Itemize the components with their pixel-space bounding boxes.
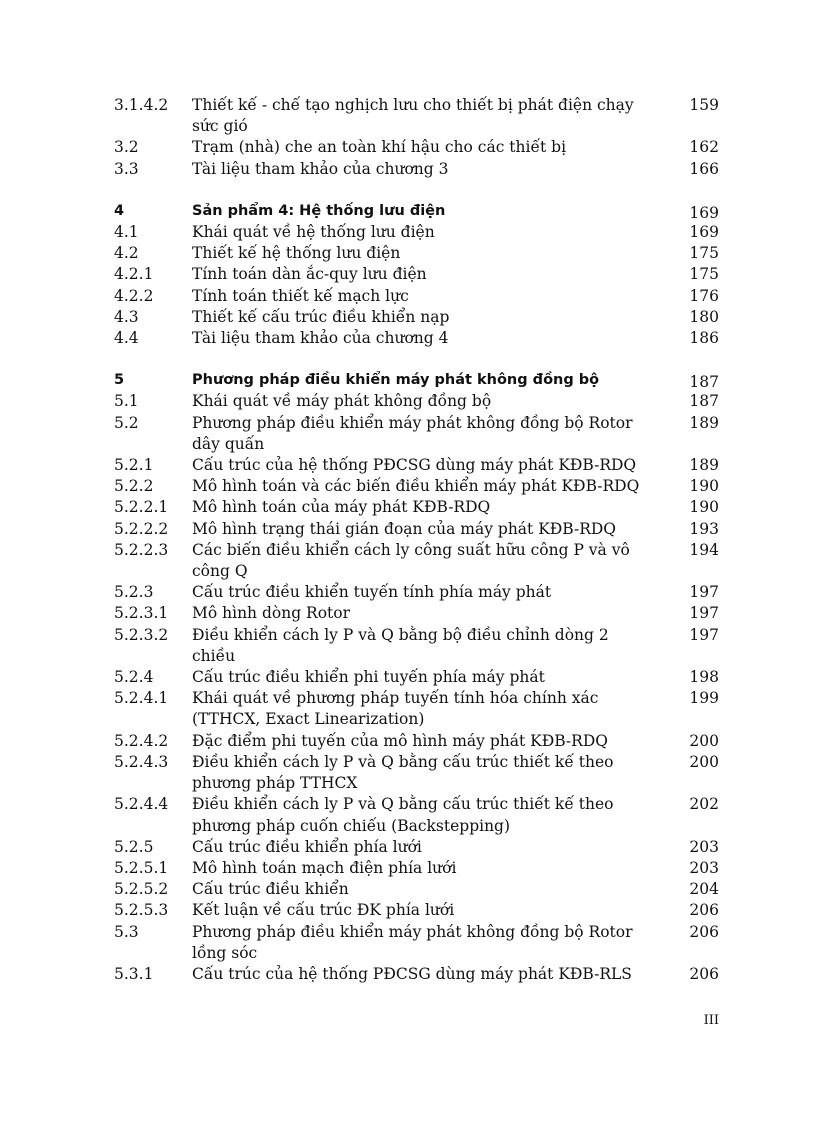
toc-entry [0, 752, 816, 794]
toc-entry [0, 688, 816, 730]
toc-entry-number: 5.2.3.2 [114, 625, 169, 644]
toc-entry [0, 286, 816, 307]
toc-entry-page: 189 [689, 456, 719, 475]
toc-entry [0, 964, 816, 985]
toc-entry-number: 5.2.3.1 [114, 604, 169, 623]
toc-entry-number: 5.2.5.3 [114, 901, 169, 920]
toc-entry [0, 476, 816, 497]
toc-entry-page: 169 [689, 203, 719, 222]
toc-entry-page: 199 [689, 689, 719, 708]
toc-entry [0, 603, 816, 624]
toc-entry-title: Cấu trúc điều khiển tuyến tính phía máy phát [192, 583, 552, 602]
toc-entry-page: 176 [689, 286, 719, 305]
toc-entry-number: 5.2 [114, 413, 139, 432]
toc-entry-page: 204 [689, 880, 719, 899]
toc-entry-page: 190 [689, 498, 719, 517]
toc-entry-number: 5.2.2.2 [114, 519, 169, 538]
toc-entry-number: 5.3.1 [114, 964, 154, 983]
toc-entry [0, 794, 816, 836]
toc-entry-page: 206 [689, 964, 719, 983]
toc-entry-page: 197 [689, 625, 719, 644]
toc-entry-page: 200 [689, 752, 719, 771]
toc-chapter-entry [0, 370, 816, 391]
toc-entry-title: Điều khiển cách ly P và Q bằng cấu trúc thiết kế theo phương pháp cuốn chiếu (Backstepping) [192, 795, 614, 835]
toc-entry [0, 497, 816, 518]
table-of-contents [0, 95, 816, 985]
toc-entry-number: 5.2.5.1 [114, 858, 169, 877]
toc-entry-number: 5.1 [114, 392, 139, 411]
toc-entry [0, 837, 816, 858]
toc-entry [0, 391, 816, 412]
toc-entry-title: Mô hình dòng Rotor [192, 604, 351, 623]
toc-entry-title: Phương pháp điều khiển máy phát không đồng bộ Rotor lồng sóc [192, 922, 633, 962]
toc-entry-title: Mô hình toán mạch điện phía lưới [192, 858, 457, 877]
toc-entry-page: 194 [689, 540, 719, 559]
toc-entry-title: Mô hình toán của máy phát KĐB-RDQ [192, 498, 491, 517]
toc-entry-title: Thiết kế - chế tạo nghịch lưu cho thiết bị phát điện chạy sức gió [192, 96, 634, 136]
toc-entry [0, 731, 816, 752]
toc-entry-page: 162 [689, 138, 719, 157]
toc-entry-number: 3.3 [114, 159, 139, 178]
toc-entry-number: 5.2.1 [114, 456, 154, 475]
toc-entry-page: 200 [689, 731, 719, 750]
toc-entry-number: 3.1.4.2 [114, 96, 169, 114]
toc-entry-title: Phương pháp điều khiển máy phát không đồng bộ [192, 372, 600, 389]
toc-entry-page: 175 [689, 265, 719, 284]
toc-entry-page: 169 [689, 223, 719, 242]
toc-entry-page: 197 [689, 583, 719, 602]
toc-entry-number: 5.2.4.4 [114, 795, 169, 814]
toc-entry-number: 4.2.1 [114, 265, 154, 284]
toc-entry [0, 413, 816, 455]
toc-entry-title: Cấu trúc của hệ thống PĐCSG dùng máy phát KĐB-RLS [192, 964, 632, 983]
toc-entry-number: 5.2.2 [114, 477, 154, 496]
toc-entry-page: 198 [689, 668, 719, 687]
toc-entry [0, 243, 816, 264]
toc-entry-page: 193 [689, 519, 719, 538]
toc-entry-title: Khái quát về hệ thống lưu điện [192, 223, 435, 242]
toc-entry-title: Tài liệu tham khảo của chương 3 [192, 159, 449, 178]
toc-entry-title: Các biến điều khiển cách ly công suất hữu công P và vô công Q [192, 540, 630, 581]
toc-entry-title: Tính toán thiết kế mạch lực [192, 286, 409, 305]
toc-entry-title: Sản phẩm 4: Hệ thống lưu điện [192, 202, 446, 219]
toc-entry-page: 206 [689, 922, 719, 941]
toc-entry-number: 4.3 [114, 307, 139, 326]
toc-entry-number: 4.2 [114, 244, 139, 263]
page-number: III [703, 1013, 719, 1028]
toc-entry-title: Mô hình trạng thái gián đoạn của máy phát KĐB-RDQ [192, 519, 617, 538]
toc-entry [0, 455, 816, 476]
toc-entry-page: 202 [689, 795, 719, 814]
toc-entry-page: 186 [689, 329, 719, 348]
toc-entry-number: 4 [114, 202, 125, 219]
toc-entry [0, 159, 816, 180]
toc-entry-title: Điều khiển cách ly P và Q bằng bộ điều chỉnh dòng 2 chiều [192, 625, 609, 665]
toc-entry-number: 4.2.2 [114, 286, 154, 305]
toc-entry [0, 222, 816, 243]
toc-entry-number: 4.1 [114, 223, 139, 242]
toc-entry-title: Cấu trúc điều khiển phía lưới [192, 837, 422, 856]
toc-entry [0, 625, 816, 667]
toc-entry [0, 879, 816, 900]
toc-entry-title: Kết luận về cấu trúc ĐK phía lưới [192, 901, 455, 920]
toc-entry-number: 5.2.2.3 [114, 540, 169, 559]
toc-entry-title: Cấu trúc điều khiển phi tuyến phía máy phát [192, 668, 545, 687]
toc-entry-number: 5.2.4.2 [114, 731, 169, 750]
toc-entry [0, 900, 816, 921]
toc-entry-title: Thiết kế cấu trúc điều khiển nạp [192, 307, 450, 326]
toc-entry [0, 307, 816, 328]
toc-entry-page: 197 [689, 604, 719, 623]
toc-entry-title: Tài liệu tham khảo của chương 4 [192, 329, 449, 348]
toc-entry-number: 5.3 [114, 922, 139, 941]
toc-entry-number: 5.2.5 [114, 837, 154, 856]
toc-entry-page: 203 [689, 858, 719, 877]
toc-entry-page: 203 [689, 837, 719, 856]
toc-entry-page: 189 [689, 413, 719, 432]
toc-entry-title: Khái quát về phương pháp tuyến tính hóa chính xác (TTHCX, Exact Linearization) [192, 689, 599, 729]
toc-entry-title: Điều khiển cách ly P và Q bằng cấu trúc thiết kế theo phương pháp TTHCX [192, 752, 614, 793]
toc-entry [0, 582, 816, 603]
toc-entry-number: 5.2.5.2 [114, 880, 169, 899]
toc-entry-page: 180 [689, 307, 719, 326]
toc-entry-page: 206 [689, 901, 719, 920]
toc-entry-page: 187 [689, 373, 719, 392]
toc-entry [0, 922, 816, 964]
toc-entry [0, 540, 816, 582]
toc-entry [0, 519, 816, 540]
toc-entry [0, 667, 816, 688]
toc-entry-page: 159 [689, 96, 719, 114]
toc-entry-number: 3.2 [114, 138, 139, 157]
toc-entry [0, 858, 816, 879]
toc-entry-title: Mô hình toán và các biến điều khiển máy phát KĐB-RDQ [192, 477, 640, 496]
toc-entry-page: 190 [689, 477, 719, 496]
toc-entry [0, 137, 816, 158]
toc-entry-page: 175 [689, 244, 719, 263]
toc-entry-page: 166 [689, 159, 719, 178]
toc-entry-number: 5.2.3 [114, 583, 154, 602]
toc-entry-number: 5.2.4 [114, 668, 154, 687]
toc-entry-number: 5.2.4.3 [114, 752, 169, 771]
toc-entry-number: 4.4 [114, 329, 139, 348]
toc-entry-title: Phương pháp điều khiển máy phát không đồng bộ Rotor dây quấn [192, 413, 633, 453]
toc-entry-number: 5 [114, 372, 125, 389]
toc-entry-title: Thiết kế hệ thống lưu điện [192, 244, 401, 263]
toc-entry-title: Cấu trúc của hệ thống PĐCSG dùng máy phát KĐB-RDQ [192, 456, 637, 475]
toc-entry-title: Cấu trúc điều khiển [192, 880, 349, 899]
toc-entry-title: Khái quát về máy phát không đồng bộ [192, 392, 492, 411]
toc-entry [0, 95, 816, 137]
toc-entry-page: 187 [689, 392, 719, 411]
toc-entry [0, 328, 816, 349]
toc-entry-number: 5.2.4.1 [114, 689, 169, 708]
toc-chapter-entry [0, 201, 816, 222]
toc-entry-title: Trạm (nhà) che an toàn khí hậu cho các thiết bị [192, 138, 567, 157]
toc-entry-number: 5.2.2.1 [114, 498, 169, 517]
toc-entry-title: Đặc điểm phi tuyến của mô hình máy phát KĐB-RDQ [192, 731, 608, 750]
toc-entry-title: Tính toán dàn ắc-quy lưu điện [192, 265, 427, 284]
toc-entry [0, 264, 816, 285]
